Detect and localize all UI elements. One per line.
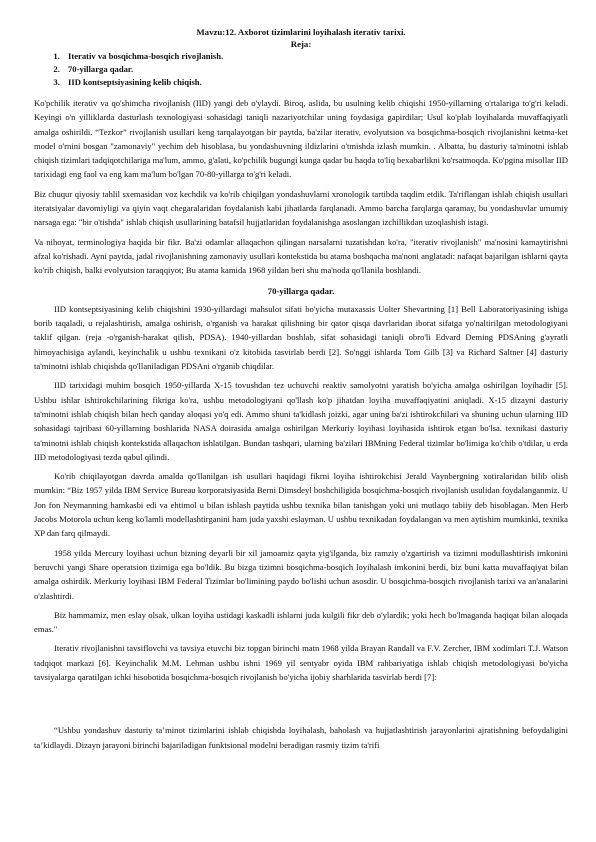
section-paragraph-5: Biz hammamiz, men eslay olsak, ulkan loyiha ustidagi kaskadli ishlarni juda kulgili fikr deb o'ylardik; yoki hech bo'lmaganda haqiqat bilan aloqada emas.": [34, 609, 568, 635]
section-paragraph-2: IID tarixidagi muhim bosqich 1950-yillarda X-15 tovushdan tez uchuvchi reaktiv samolyotni yaratish bo'yicha amalga oshirilgan loyihadir [5]. Ushbu ishlar ishtirokchilarining fikriga ko'ra, ushbu metodologiyani qo'llash ko'p jihatdan loyiha muvaffaqiyatini aniqladi. X-15 dizayni dasturiy ta'minotni ishlab chiqish bilan hech qanday aloqasi yo'q edi. Ammo shuni ta'kidlash joizki, agar uning ba'zi ishtirokchilari va shuning uchun ularning IID sohasidagi tajribasi 60-yillarning boshlarida NASA doirasida amalga oshirilgan Merkuriy loyihasi loyihasida ishtirok etgan bo'lsa. texnikasi dasturiy ta'minotni ishlab chiqish kontekstida allaqachon ishlatilgan. Bundan tashqari, ularning ba'zilari IBMning Federal tizimlar bo'limiga ko'chib o'tdilar, u erda IID metodologiyasi tezda qabul qilindi.: [34, 380, 568, 462]
document-title: Mavzu:12. Axborot tizimlarini loyihalash iterativ tarixi.: [196, 27, 406, 37]
section-heading: 70-yillarga qadar.: [267, 285, 335, 296]
plan-item-2: 2. 70-yillarga qadar.: [62, 63, 568, 76]
intro-paragraph-1: Ko'pchilik iterativ va qo'shimcha rivojlanish (IID) yangi deb o'ylaydi. Biroq, aslida, bu usulning kelib chiqishi 1950-yillarning o'rtalariga to'g'ri keladi. Keyingi o'n yilliklarda dasturlash texnologiyasi sohasidagi taniqli nazariyotchilar uning foydasiga gapirdilar; Usul ko'plab loyihalarda muvaffaqiyatli amalga oshirildi. “Tezkor” rivojlanish usullari keng tarqalayotgan bir paytda, ba'zilar iterativ, evolyutsion va bosqichma-bosqich rivojlanishni ketma-ket model o'rnini bosgan "zamonaviy" yechim deb hisoblasa, bu yondashuvning ildizlarini o'tmishda izlash mumkin. . Albatta, bu dasturiy ta'minotni ishlab chiqish tizimlari tadqiqotchilariga ma'lum, ammo, g'alati, ko'pchilik bugungi kunga qadar bu haqda to'liq bexabarlikni ko'rsatmoqda. Ko'pgina misollar IID tarixidagi eng faol va eng kam ma'lum bo'lgan 70-80-yillarga to'g'ri keladi.: [34, 98, 568, 180]
section-paragraph-3: Ko'rib chiqilayotgan davrda amalda qo'llanilgan ish usullari haqidagi fikrni loyiha ishtirokchisi Jerald Vaynbergning xotiralaridan bilib olish mumkin: “Biz 1957 yilda IBM Service Bureau korporatsiyasida Berni Dimsdeyl boshchiligida bosqichma-bosqich rivojlanish usulidan foydalanganmiz. U Jon fon Neymanning hamkasbi edi va ehtimol u bilan ishlash paytida ushbu texnika bilan tanishgan yoki uni mutlaqo tabiiy deb hisoblagan. Men Herb Jacobs Motorola uchun keng ko'lamli modellashtirganini ham juda yaxshi eslayman. U ushbu texnikadan foydalangan va men aytishim mumkinki, texnika XP dan farq qilmaydi.: [34, 471, 568, 539]
section-paragraph-4: 1958 yilda Mercury loyihasi uchun bizning deyarli bir xil jamoamiz qayta yig'ilganda, biz ramziy o'zgartirish va tizimni modullashtirish imkonini beruvchi yangi Share operatsion tizimiga ega bo'ldik. Bu bizga tizimni bosqichma-bosqich loyihalash imkonini berdi, biz buni katta muvaffaqiyat bilan amalga oshirdik. Merkuriy loyihasi IBM Federal Tizimlar bo'limining paydo bo'lishi uchun asosdir. U bosqichma-bosqich rivojlanish tarixi va an'analarini o'zlashtirdi.: [34, 547, 568, 601]
plan-label: Reja:: [290, 39, 312, 49]
section-paragraph-6: Iterativ rivojlanishni tavsiflovchi va tavsiya etuvchi biz topgan birinchi matn 1968 yilda Brayan Randall va F.V. Zercher, IBM xodimlari T.J. Watson tadqiqot markazi [6]. Keyinchalik M.M. Lehman ushbu ishni 1969 yil sentyabr oyida IBM rahbariyatiga ishlab chiqish metodologiyasi bo'yicha tavsiyalarga qaratilgan ichki hisobotida bosqichma-bosqich rivojlanish bo'yicha ijobiy sharhlarida tasvirlab berdi [7]:: [34, 643, 568, 682]
intro-paragraph-3: Va nihoyat, terminologiya haqida bir fikr. Ba'zi odamlar allaqachon qilingan narsalarni tuzatishdan ko'ra, "iterativ rivojlanish" ma'nosini kamaytirishni afzal ko'rishadi. Ayni paytda, jadal rivojlanishning zamonaviy usullari kontekstida bu atama boshqacha ma'noni anglatadi: nafaqat bajarilgan ishlarni qayta ko'rib chiqish, balki evolyutsion taraqqiyot; Bu atama kamida 1968 yildan beri shu ma'noda qo'llanila boshlandi.: [34, 236, 568, 276]
blank-gap: [34, 689, 568, 723]
intro-paragraph-2: Biz chuqur qiyosiy tahlil sxemasidan voz kechdik va ko'rib chiqilgan yondashuvlarni xronologik tartibda taqdim etdik. Ta'riflangan ishlab chiqish usullari iteratsiyalar davomiyligi va qiyin vaqt chegaralaridan foydalanish kabi jihatlarda farqlanadi. Ammo barcha farqlarga qaramay, bu yondashuvlar umumiy narsaga ega: "bir o'tishda" ishlab chiqish usullarining batafsil hujjatlaridan foydalanishga asoslangan izchillikdan uzoqlashish istagi.: [34, 188, 568, 228]
section-paragraph-1: IID kontseptsiyasining kelib chiqishini 1930-yillardagi mahsulot sifati bo'yicha mutaxassis Uolter Shevartning [1] Bell Laboratoriyasining ishiga borib taqaladi, u rejalashtirish, amalga oshirish, o'rganish va harakat qilishning bir qator qisqa davrlaridan iborat sifatga yo'naltirilgan metodologiyani taklif qilgan. (reja -o'rganish-harakat qilish, PDSA). 1940-yillardan boshlab, sifat sohasidagi taniqli obro'li Edvard Deming PDSAning g'ayratli himoyachisiga aylandi, keyinchalik u ushbu texnikani o'z kitobida tasvirlab berdi [2]. So'nggi ishlarda Tom Gilb [3] va Richard Saltner [4] dasturiy ta'minotni ishlab chiqishda qo'llaniladigan PDSAni o'rganib chiqdilar.: [34, 303, 568, 372]
plan-item-3: 3. IID kontseptsiyasining kelib chiqish.: [62, 76, 568, 89]
plan-item-1: 1. Iterativ va bosqichma-bosqich rivojlanish.: [62, 50, 568, 63]
quote-paragraph: “Ushbu yondashuv dasturiy ta’minot tizimlarini ishlab chiqishda loyihalash, baholash va hujjatlashtirish jarayonlarini ajratishning befoydaligini ta’kidlaydi. Dizayn jarayoni birinchi bajariladigan funktsional modelni beradigan rasmiy tizim ta'rifi: [34, 725, 568, 750]
plan-list: [34, 50, 568, 89]
